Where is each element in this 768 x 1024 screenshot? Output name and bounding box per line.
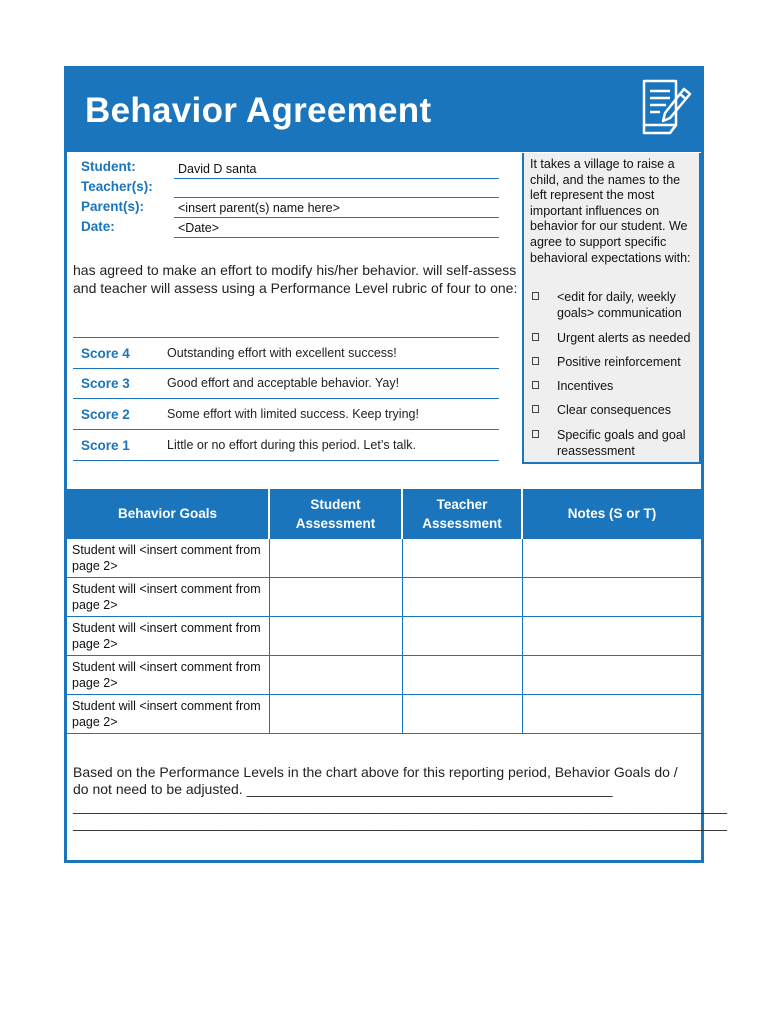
column-header-behavior-goals: Behavior Goals [67,489,269,539]
date-label: Date: [81,219,115,234]
document-pen-icon [632,75,698,141]
date-field[interactable]: <Date> [174,220,499,238]
table-row [67,656,701,695]
notes-cell[interactable] [522,617,701,656]
score-row [73,399,499,430]
goal-cell[interactable]: Student will <insert comment from page 2> [67,578,269,617]
score-row [73,337,499,369]
goal-cell[interactable]: Student will <insert comment from page 2> [67,656,269,695]
adjustment-statement[interactable]: Based on the Performance Levels in the chart above for this reporting period, Behavior Goals do / do not need to be adjusted. _______________________________________________ ____________________________________________________________________________________ ____________________________________________________________________________________ [73,764,728,831]
parent-label: Parent(s): [81,199,145,214]
score-label: Score 2 [81,407,130,422]
goal-cell[interactable]: Student will <insert comment from page 2> [67,695,269,734]
goal-cell[interactable]: Student will <insert comment from page 2> [67,539,269,578]
notes-cell[interactable] [522,695,701,734]
parent-field[interactable]: <insert parent(s) name here> [174,200,499,218]
student-assessment-cell[interactable] [269,578,402,617]
header-label: Teacher Assessment [422,496,502,531]
student-label: Student: [81,159,136,174]
support-sidebar [522,153,701,464]
teacher-assessment-cell[interactable] [402,656,522,695]
page-title: Behavior Agreement [85,91,432,130]
behavior-agreement-form [64,66,728,863]
student-assessment-cell[interactable] [269,695,402,734]
student-assessment-cell[interactable] [269,656,402,695]
notes-cell[interactable] [522,656,701,695]
table-header-row [67,489,701,539]
checkbox-icon[interactable] [532,430,539,438]
teacher-assessment-cell[interactable] [402,539,522,578]
score-description: Outstanding effort with excellent success! [167,346,397,360]
table-row [67,695,701,734]
table-row [67,578,701,617]
teacher-assessment-cell[interactable] [402,578,522,617]
score-row [73,430,499,461]
notes-cell[interactable] [522,539,701,578]
score-label: Score 1 [81,438,130,453]
checkbox-icon[interactable] [532,381,539,389]
student-assessment-cell[interactable] [269,617,402,656]
sidebar-item-label: Clear consequences [557,403,671,417]
table-row [67,617,701,656]
sidebar-item-label: Specific goals and goal reassessment [557,428,686,458]
checkbox-icon[interactable] [532,405,539,413]
teacher-assessment-cell[interactable] [402,617,522,656]
student-field[interactable]: David D santa [174,161,499,179]
sidebar-item-label: <edit for daily, weekly goals> communication [557,290,682,320]
column-header-notes: Notes (S or T) [522,489,701,539]
score-row [73,368,499,399]
score-description: Good effort and acceptable behavior. Yay! [167,376,400,390]
intro-text: has agreed to make an effort to modify his/her behavior. will self-assess and teacher will assess using a Performance Level rubric of four to one: [73,262,518,296]
header-banner [67,69,701,152]
column-header-teacher-assessment [402,489,522,539]
student-assessment-cell[interactable] [269,539,402,578]
sidebar-item-label: Urgent alerts as needed [557,331,691,345]
checkbox-icon[interactable] [532,357,539,365]
sidebar-intro: It takes a village to raise a child, and the names to the left represent the most important influences on behavior for our student. We agree to support specific behavioral expectations with: [530,157,691,265]
column-header-student-assessment [269,489,402,539]
teacher-label: Teacher(s): [81,179,153,194]
checkbox-icon[interactable] [532,333,539,341]
header-label: Student Assessment [295,496,376,531]
sidebar-item-label: Incentives [557,379,614,393]
score-label: Score 3 [81,376,130,391]
teacher-field[interactable] [174,180,499,198]
behavior-goals-table [67,489,701,734]
score-description: Some effort with limited success. Keep trying! [167,407,419,421]
checkbox-icon[interactable] [532,292,539,300]
notes-cell[interactable] [522,578,701,617]
goal-cell[interactable]: Student will <insert comment from page 2> [67,617,269,656]
score-description: Little or no effort during this period. Let’s talk. [167,438,416,452]
score-label: Score 4 [81,346,130,361]
teacher-assessment-cell[interactable] [402,695,522,734]
sidebar-item-label: Positive reinforcement [557,355,681,369]
table-row [67,539,701,578]
